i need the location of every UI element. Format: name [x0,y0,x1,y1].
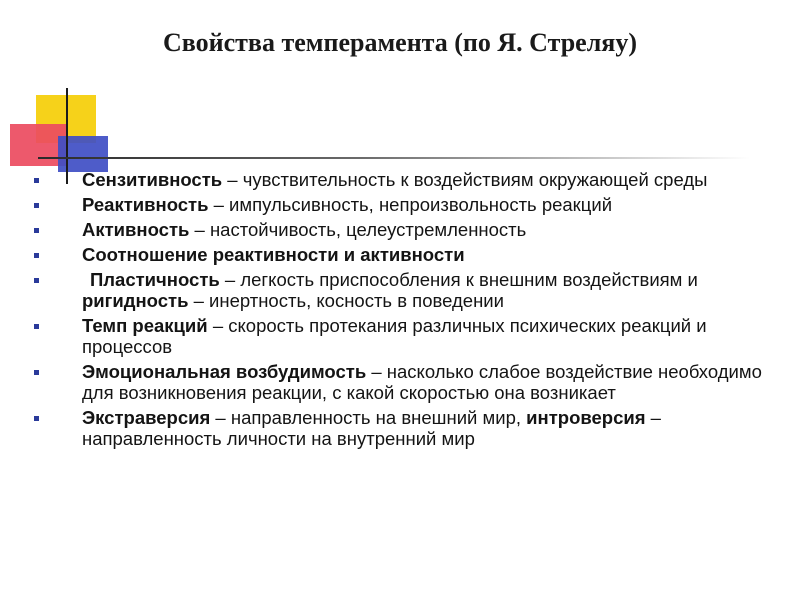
term: Соотношение реактивности и активности [82,244,465,265]
definition-secondary: – направленность личности на внутренний мир [82,407,661,449]
bullet-icon [34,178,39,183]
definition: – направленность на внешний мир, [210,407,527,428]
slide-title: Свойства темперамента (по Я. Стреляу) [162,28,638,57]
definition: – настойчивость, целеустремленность [189,219,527,240]
bullet-icon [34,370,39,375]
term-secondary: ригидность [82,290,189,311]
properties-list [34,169,774,453]
definition: – чувствительность к воздействиям окружающей среды [222,169,708,190]
bullet-icon [34,203,39,208]
list-item [34,407,774,449]
definition: – скорость протекания различных психических реакций и процессов [82,315,707,357]
definition: – импульсивность, непроизвольность реакций [208,194,613,215]
definition-secondary: – инертность, косность в поведении [188,290,504,311]
list-item [34,169,774,190]
definition: – легкость приспособления к внешним воздействиям и [219,269,698,290]
term: Темп реакций [82,315,208,336]
term: Экстраверсия [82,407,211,428]
bullet-icon [34,253,39,258]
term: Реактивность [82,194,209,215]
list-item [34,315,774,357]
term: Эмоциональная возбудимость [82,361,367,382]
list-item [34,219,774,240]
title-divider-line [38,157,750,159]
term: Активность [82,219,190,240]
list-item [34,269,774,311]
bullet-icon [34,278,39,283]
term: Пластичность [90,269,220,290]
definition: – насколько слабое воздействие необходимо для возникновения реакции, с какой скоростью она возникает [82,361,762,403]
list-item [34,194,774,215]
bullet-icon [34,324,39,329]
term: Сензитивность [82,169,223,190]
bullet-icon [34,416,39,421]
bullet-icon [34,228,39,233]
list-item [34,244,774,265]
list-item [34,361,774,403]
term-secondary: интроверсия [526,407,646,428]
